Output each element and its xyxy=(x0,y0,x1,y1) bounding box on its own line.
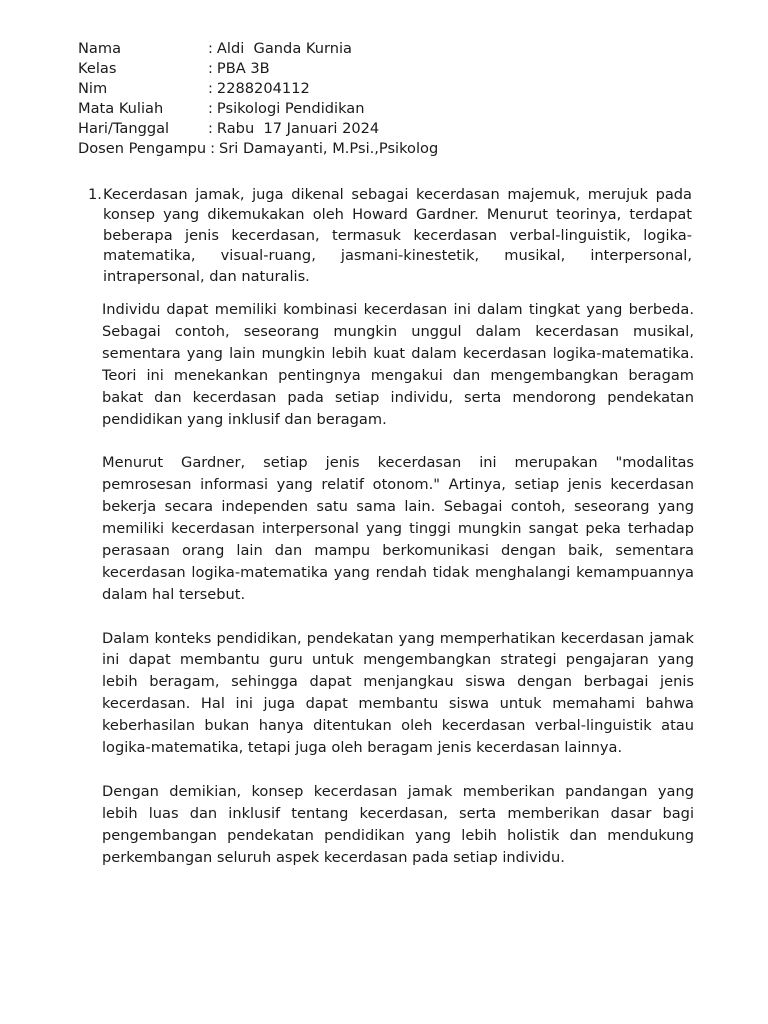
header-colon: : xyxy=(208,100,213,117)
header-colon: : xyxy=(208,40,213,57)
numbered-list xyxy=(88,185,692,287)
header-value: PBA 3B xyxy=(216,60,270,77)
header-row-hari-tanggal xyxy=(78,119,438,139)
header-value: Rabu 17 Januari 2024 xyxy=(216,120,380,137)
header-label: Hari/Tanggal xyxy=(78,120,170,137)
header-colon: : xyxy=(208,80,213,97)
paragraph: Individu dapat memiliki kombinasi kecerdasan ini dalam tingkat yang berbeda. Sebagai contoh, seseorang mungkin unggul dalam kecerdasan musikal, sementara yang lain mungkin lebih kuat dalam kecerdasan logika-matematika. Teori ini menekankan pentingnya mengakui dan mengembangkan beragam bakat dan kecerdasan pada setiap individu, serta mendorong pendekatan pendidikan yang inklusif dan beragam. xyxy=(102,301,694,428)
header-colon: : xyxy=(208,60,213,77)
header-label: Nim xyxy=(78,80,108,97)
body-paragraphs xyxy=(102,299,694,890)
header-row-kelas xyxy=(78,59,438,79)
header-value: Psikologi Pendidikan xyxy=(216,100,365,117)
paragraph: Dengan demikian, konsep kecerdasan jamak memberikan pandangan yang lebih luas dan inklusif tentang kecerdasan, serta memberikan dasar bagi pengembangan pendekatan pendidikan yang lebih holistik dan mendukung perkembangan seluruh aspek kecerdasan pada setiap individu. xyxy=(102,782,694,866)
list-item xyxy=(88,185,692,287)
header-value: Sri Damayanti, M.Psi.,Psikolog xyxy=(219,140,439,157)
header-label: Kelas xyxy=(78,60,117,77)
student-info-header xyxy=(78,39,438,159)
header-row-nama xyxy=(78,39,438,59)
header-colon: : xyxy=(210,140,216,157)
header-row-dosen-pengampu xyxy=(78,139,438,159)
list-item-text: Kecerdasan jamak, juga dikenal sebagai kecerdasan majemuk, merujuk pada konsep yang dikemukakan oleh Howard Gardner. Menurut teorinya, terdapat beberapa jenis kecerdasan, termasuk kecerdasan verbal-linguistik, logika-matematika, visual-ruang, jasmani-kinestetik, musikal, interpersonal, intrapersonal, dan naturalis. xyxy=(103,186,692,285)
header-row-mata-kuliah xyxy=(78,99,438,119)
list-item-number: 1. xyxy=(88,186,102,203)
header-label: Mata Kuliah xyxy=(78,100,164,117)
paragraph: Dalam konteks pendidikan, pendekatan yang memperhatikan kecerdasan jamak ini dapat membantu guru untuk mengembangkan strategi pengajaran yang lebih beragam, sehingga dapat menjangkau siswa dengan berbagai jenis kecerdasan. Hal ini juga dapat membantu siswa untuk memahami bahwa keberhasilan bukan hanya ditentukan oleh kecerdasan verbal-linguistik atau logika-matematika, tetapi juga oleh beragam jenis kecerdasan lainnya. xyxy=(102,629,694,757)
paragraph: Menurut Gardner, setiap jenis kecerdasan ini merupakan "modalitas pemrosesan informasi yang relatif otonom." Artinya, setiap jenis kecerdasan bekerja secara independen satu sama lain. Sebagai contoh, seseorang yang memiliki kecerdasan interpersonal yang tinggi mungkin sangat peka terhadap perasaan orang lain dan mampu berkomunikasi dengan baik, sementara kecerdasan logika-matematika yang rendah tidak menghalangi kemampuannya dalam hal tersebut. xyxy=(102,454,694,603)
header-row-nim xyxy=(78,79,438,99)
header-value: Aldi Ganda Kurnia xyxy=(216,40,352,57)
header-value: 2288204112 xyxy=(216,80,310,97)
header-colon: : xyxy=(208,120,213,137)
header-label: Nama xyxy=(78,40,122,57)
header-label: Dosen Pengampu xyxy=(78,140,207,157)
